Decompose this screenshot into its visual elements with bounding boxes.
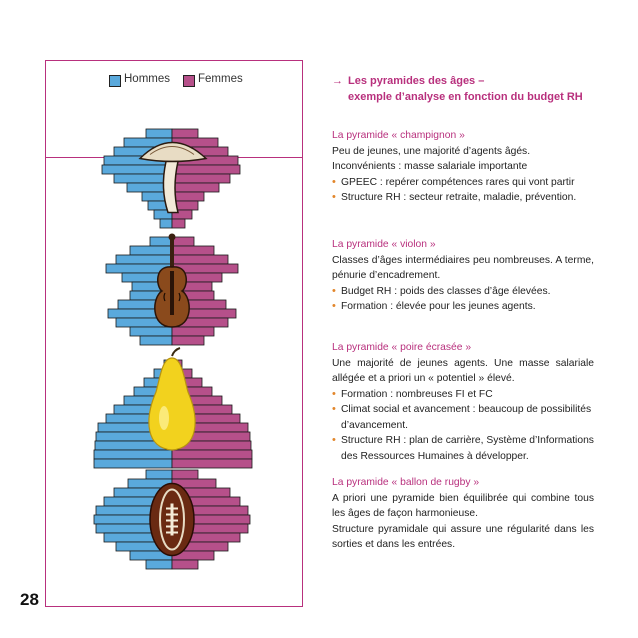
section-title: La pyramide « violon » [332,239,436,250]
bar-men [116,255,172,264]
bullet-item: • GPEEC : repérer compétences rares qui vont partir [332,175,594,191]
bar-women [172,192,204,201]
bar-men [130,327,172,336]
legend [0,73,638,89]
section-text: Inconvénients : masse salariale importante [332,161,528,172]
bar-men [160,219,172,228]
section-text: Classes d’âges intermédiaires peu nombreuses. A terme, pénurie d’encadrement. [332,254,594,281]
section-title: La pyramide « poire écrasée » [332,342,472,353]
heading-line-2: exemple d’analyse en fonction du budget RH [348,91,583,103]
bar-men [130,246,172,255]
bar-women [172,129,198,138]
section-text: A priori une pyramide bien équilibrée qui combine tous les âges de façon harmonieuse. [332,492,594,519]
bar-men [94,450,172,459]
bar-men [146,560,172,569]
bar-men [140,336,172,345]
bullet-item: • Budget RH : poids des classes d’âge élevées. [332,284,594,300]
bar-women [172,246,214,255]
section-rugby [332,475,594,553]
bar-women [172,165,240,174]
bar-women [172,327,214,336]
bullet-item: • Climat social et avancement : beaucoup de possibilités d’avancement. [332,402,594,433]
bar-women [172,336,204,345]
heading-line-1: Les pyramides des âges – [348,75,485,87]
bar-women [172,174,230,183]
legend-women-label: Femmes [198,73,243,85]
page-number: 28 [20,590,39,609]
section-violon [332,237,594,315]
bullet-item: • Formation : élevée pour les jeunes agents. [332,299,594,315]
age-pyramids [45,96,303,606]
rugby-ball-icon [150,484,194,556]
arrow-icon: → [332,75,343,87]
bullet-item: • Structure RH : plan de carrière, Système d’Informations des Ressources Humaines à développer. [332,433,594,464]
section-text: Structure pyramidale qui assure une régularité dans les sorties et dans les entrées. [332,523,594,550]
bar-women [172,183,219,192]
bar-men [150,237,172,246]
section-poire [332,340,594,464]
bar-men [146,470,172,479]
bar-women [172,459,252,468]
section-text: Peu de jeunes, une majorité d’agents âgés. [332,145,531,157]
bar-women [172,237,194,246]
pear-icon [149,348,195,450]
bar-men [94,459,172,468]
bar-women [172,219,185,228]
legend-men-label: Hommes [124,73,171,85]
section-title: La pyramide « ballon de rugby » [332,477,480,488]
legend-men-swatch [109,75,121,87]
bar-women [172,450,252,459]
section-champignon [332,128,594,206]
bar-men [102,165,172,174]
section-text: Une majorité de jeunes agents. Une masse salariale allégée et a priori un « potentiel » élevé. [332,357,594,384]
bullet-item: • Formation : nombreuses FI et FC [332,387,594,403]
bar-women [172,560,198,569]
section-title: La pyramide « champignon » [332,130,465,141]
bar-women [172,470,198,479]
bar-men [146,129,172,138]
bar-women [172,255,228,264]
legend-women-swatch [183,75,195,87]
bullet-item: • Structure RH : secteur retraite, maladie, prévention. [332,190,594,206]
